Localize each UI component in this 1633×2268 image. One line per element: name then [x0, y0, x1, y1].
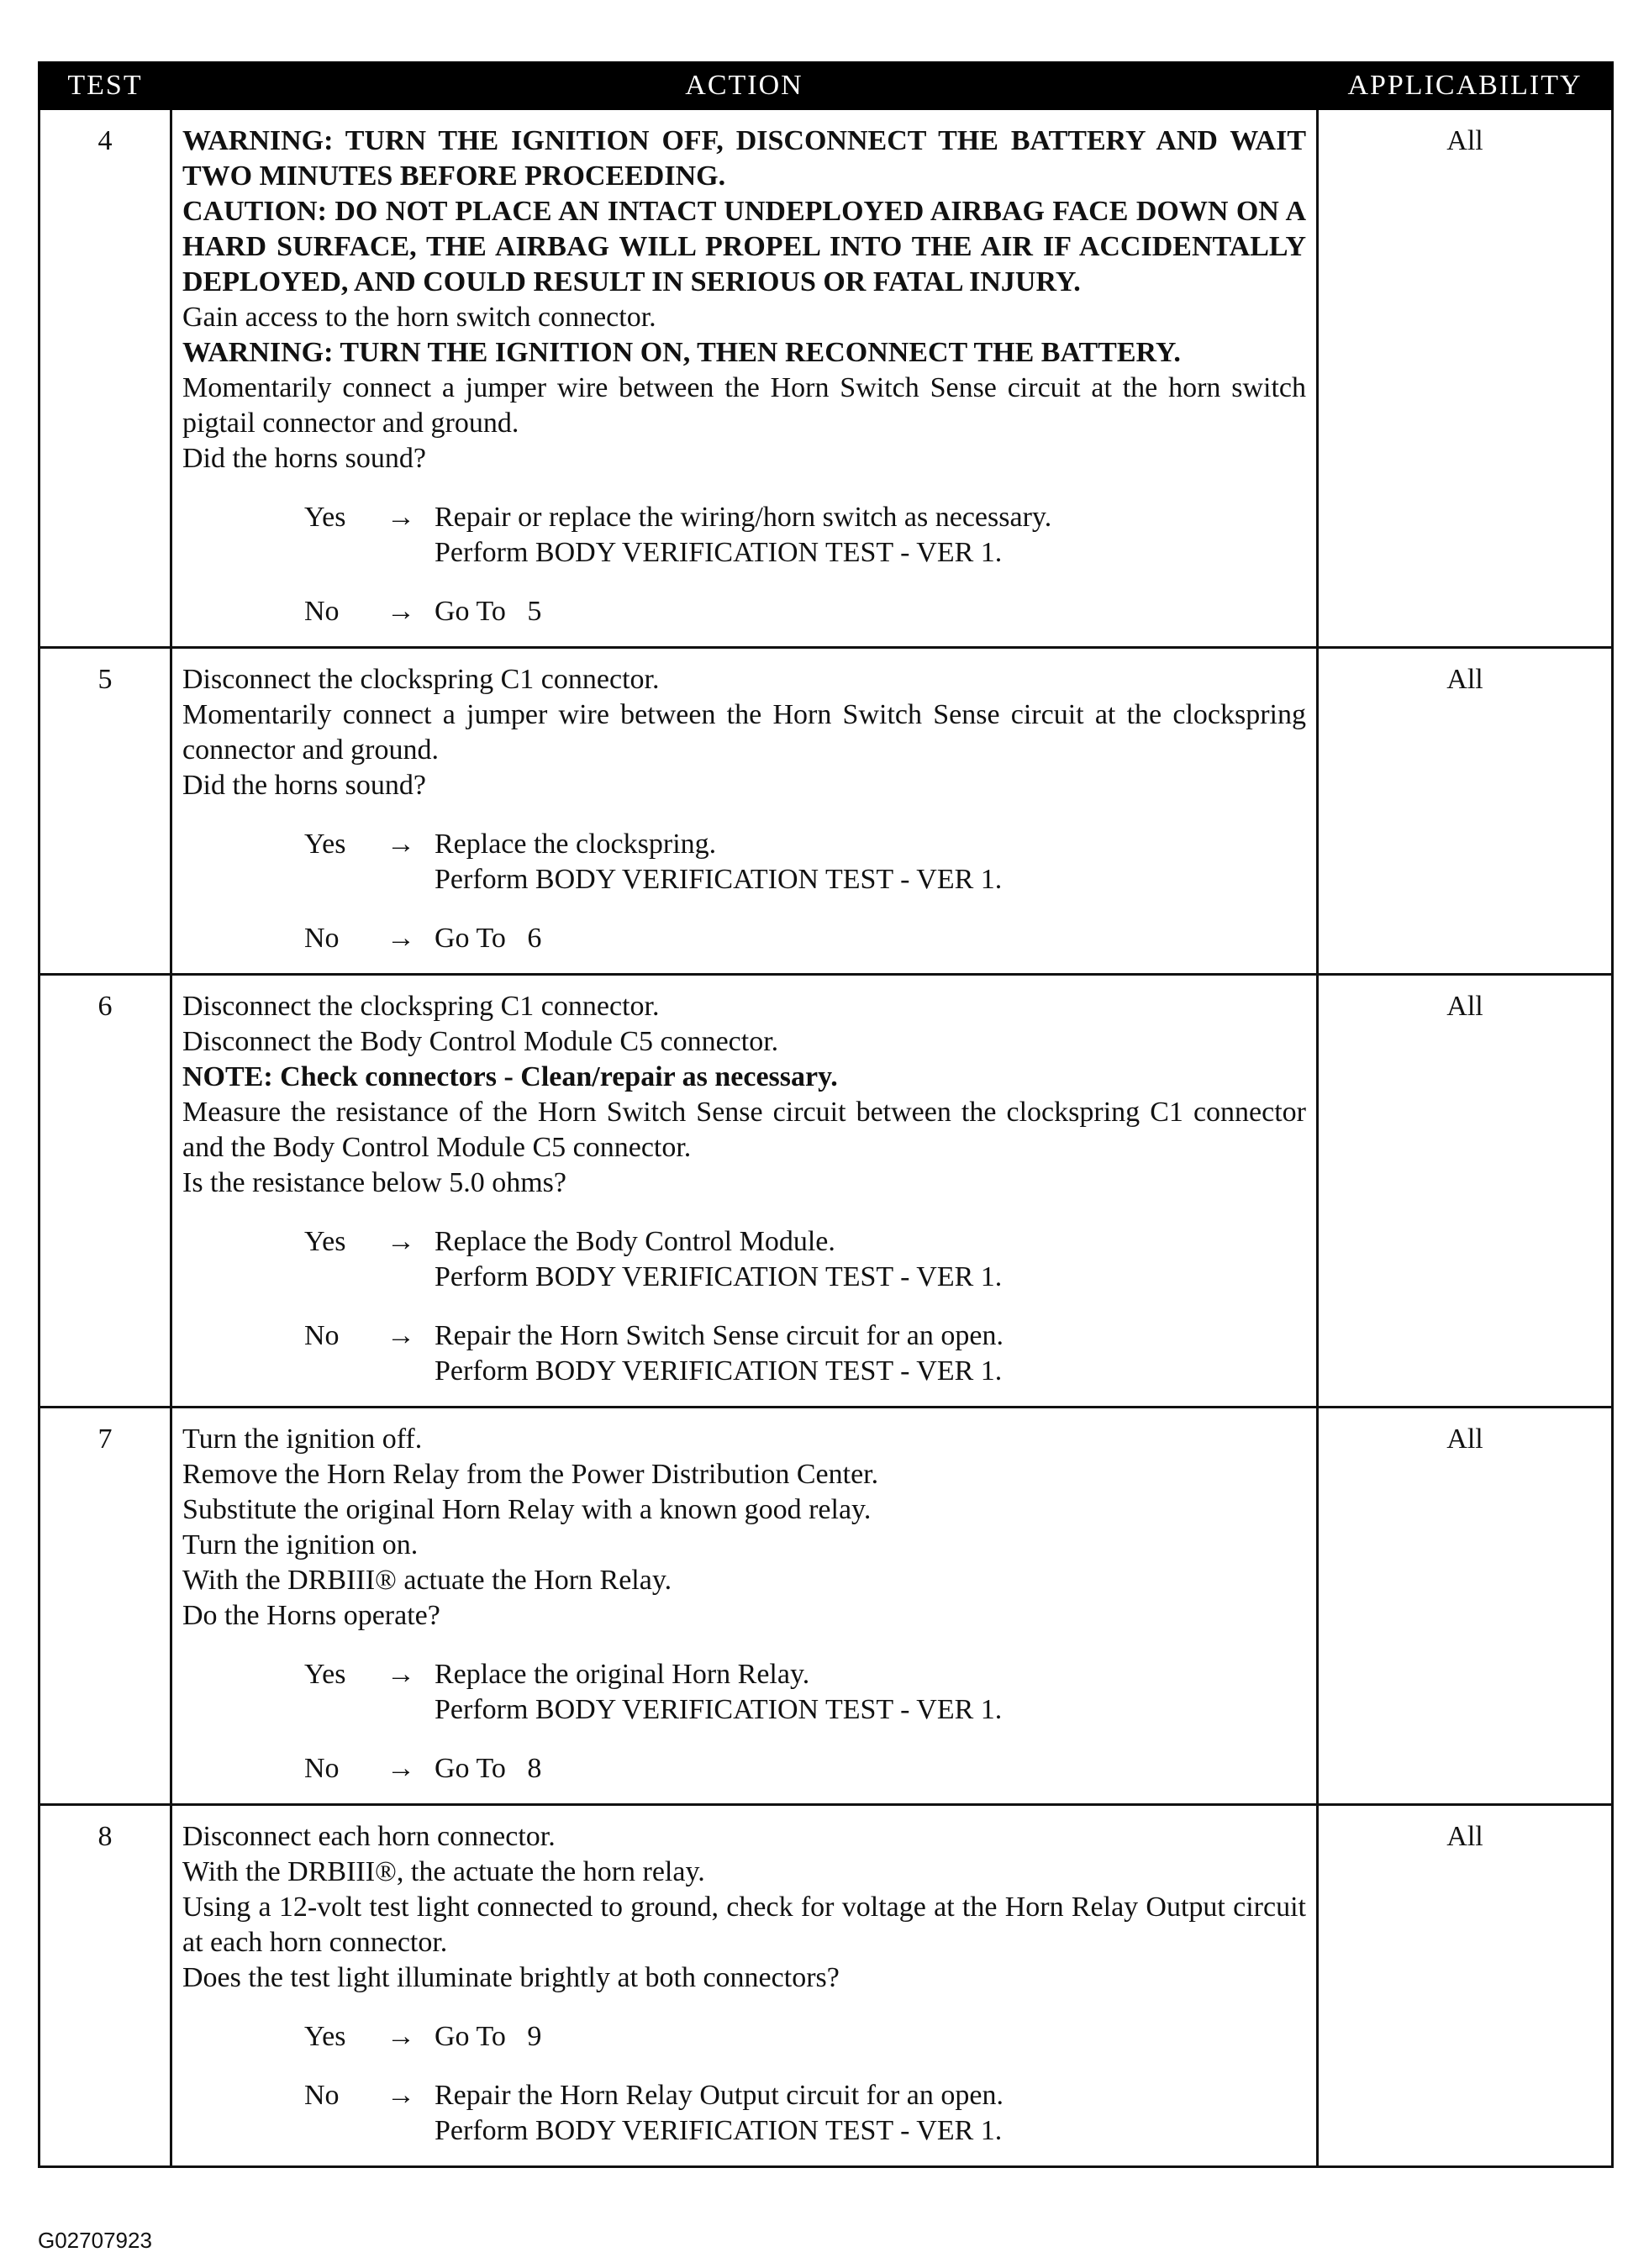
branch-yes [304, 1657, 1306, 1728]
instruction-step: Turn the ignition on. [182, 1529, 419, 1560]
branch-result [435, 921, 1306, 956]
instruction-step: With the DRBIII®, the actuate the horn relay. [182, 1856, 705, 1887]
arrow-icon: → [387, 829, 415, 860]
instruction-step: Momentarily connect a jumper wire between the Horn Switch Sense circuit at the horn switch pigtail connector and ground. [182, 372, 1306, 439]
table-row [40, 648, 1613, 975]
branch-result [435, 2019, 1306, 2055]
instruction-step: Gain access to the horn switch connector. [182, 302, 656, 333]
result-line: Go To 5 [435, 596, 542, 627]
table-row [40, 1805, 1613, 2167]
test-number: 5 [40, 648, 171, 975]
test-number: 6 [40, 975, 171, 1408]
result-line: Perform BODY VERIFICATION TEST - VER 1. [435, 1694, 1003, 1725]
arrow-icon: → [387, 1753, 415, 1784]
arrow-icon: → [387, 1659, 415, 1690]
instruction-step: Did the horns sound? [182, 443, 426, 474]
action-cell [171, 648, 1318, 975]
branch-no [304, 594, 1306, 629]
warning-step: WARNING: TURN THE IGNITION ON, THEN RECONNECT THE BATTERY. [182, 337, 1181, 368]
applicability-cell: All [1318, 648, 1613, 975]
arrow-icon: → [387, 1320, 415, 1351]
header-applicability: APPLICABILITY [1318, 63, 1613, 109]
branch-yes [304, 1224, 1306, 1295]
branch-no [304, 1751, 1306, 1787]
branch-label: No [304, 923, 340, 954]
branch-result [435, 594, 1306, 629]
result-line: Go To 6 [435, 923, 542, 954]
branch-yes [304, 827, 1306, 897]
instruction-step: Remove the Horn Relay from the Power Distribution Center. [182, 1459, 879, 1490]
arrow-icon: → [387, 502, 415, 533]
table-header-row [40, 63, 1613, 109]
result-line: Perform BODY VERIFICATION TEST - VER 1. [435, 2115, 1003, 2146]
instruction-step: Using a 12-volt test light connected to ground, check for voltage at the Horn Relay Output circuit at each horn connector. [182, 1892, 1306, 1958]
instruction-step: Disconnect the clockspring C1 connector. [182, 991, 660, 1022]
branch-label: Yes [304, 1659, 346, 1690]
branch-yes [304, 2019, 1306, 2055]
branch-result [435, 1751, 1306, 1787]
branch-result [435, 2078, 1306, 2149]
action-cell [171, 1805, 1318, 2167]
diagnostic-procedure-table [38, 61, 1614, 2168]
branch-no [304, 1318, 1306, 1389]
result-line: Repair the Horn Relay Output circuit for an open. [435, 2080, 1004, 2111]
warning-step: CAUTION: DO NOT PLACE AN INTACT UNDEPLOYED AIRBAG FACE DOWN ON A HARD SURFACE, THE AIRBAG WILL PROPEL INTO THE AIR IF ACCIDENTALLY DEPLOYED, AND COULD RESULT IN SERIOUS OR FATAL INJURY. [182, 196, 1306, 297]
branch-result [435, 1318, 1306, 1389]
branch-label: Yes [304, 1226, 346, 1257]
action-cell [171, 975, 1318, 1408]
instruction-step: Substitute the original Horn Relay with a known good relay. [182, 1494, 872, 1525]
instruction-step: Did the horns sound? [182, 770, 426, 801]
table-row [40, 109, 1613, 648]
branch-label: No [304, 596, 340, 627]
instruction-step: Measure the resistance of the Horn Switch Sense circuit between the clockspring C1 connector and the Body Control Module C5 connector. [182, 1097, 1306, 1163]
branch-label: No [304, 1753, 340, 1784]
branch-label: Yes [304, 2021, 346, 2052]
result-line: Go To 9 [435, 2021, 542, 2052]
result-line: Go To 8 [435, 1753, 542, 1784]
figure-id: G02707923 [38, 2228, 152, 2253]
result-line: Replace the clockspring. [435, 829, 717, 860]
instruction-step: Disconnect each horn connector. [182, 1821, 556, 1852]
instruction-step: Turn the ignition off. [182, 1423, 423, 1455]
arrow-icon: → [387, 2021, 415, 2052]
test-number: 7 [40, 1408, 171, 1805]
branch-label: Yes [304, 829, 346, 860]
result-line: Perform BODY VERIFICATION TEST - VER 1. [435, 1261, 1003, 1292]
result-line: Replace the original Horn Relay. [435, 1659, 810, 1690]
applicability-cell: All [1318, 975, 1613, 1408]
arrow-icon: → [387, 2080, 415, 2111]
instruction-step: With the DRBIII® actuate the Horn Relay. [182, 1565, 672, 1596]
branch-no [304, 2078, 1306, 2149]
instruction-step: Momentarily connect a jumper wire between the Horn Switch Sense circuit at the clockspring connector and ground. [182, 699, 1306, 766]
result-line: Perform BODY VERIFICATION TEST - VER 1. [435, 1355, 1003, 1387]
header-action: ACTION [171, 63, 1318, 109]
test-number: 8 [40, 1805, 171, 2167]
result-line: Replace the Body Control Module. [435, 1226, 835, 1257]
table-row [40, 1408, 1613, 1805]
procedure-sheet [38, 61, 1611, 2168]
result-line: Repair the Horn Switch Sense circuit for an open. [435, 1320, 1004, 1351]
instruction-step: Is the resistance below 5.0 ohms? [182, 1167, 566, 1198]
branch-result [435, 1657, 1306, 1728]
header-test: TEST [40, 63, 171, 109]
applicability-cell: All [1318, 109, 1613, 648]
branch-yes [304, 500, 1306, 571]
instruction-step: Disconnect the clockspring C1 connector. [182, 664, 660, 695]
action-cell [171, 109, 1318, 648]
branch-no [304, 921, 1306, 956]
table-row [40, 975, 1613, 1408]
branch-result [435, 827, 1306, 897]
table-body [40, 109, 1613, 2167]
arrow-icon: → [387, 1226, 415, 1257]
warning-step: WARNING: TURN THE IGNITION OFF, DISCONNECT THE BATTERY AND WAIT TWO MINUTES BEFORE PROCEEDING. [182, 125, 1306, 192]
branch-result [435, 500, 1306, 571]
warning-step: NOTE: Check connectors - Clean/repair as necessary. [182, 1061, 838, 1092]
instruction-step: Do the Horns operate? [182, 1600, 440, 1631]
instruction-step: Does the test light illuminate brightly at both connectors? [182, 1962, 840, 1993]
branch-label: No [304, 2080, 340, 2111]
result-line: Perform BODY VERIFICATION TEST - VER 1. [435, 537, 1003, 568]
applicability-cell: All [1318, 1408, 1613, 1805]
arrow-icon: → [387, 596, 415, 627]
test-number: 4 [40, 109, 171, 648]
branch-label: Yes [304, 502, 346, 533]
action-cell [171, 1408, 1318, 1805]
instruction-step: Disconnect the Body Control Module C5 connector. [182, 1026, 779, 1057]
branch-label: No [304, 1320, 340, 1351]
branch-result [435, 1224, 1306, 1295]
applicability-cell: All [1318, 1805, 1613, 2167]
result-line: Perform BODY VERIFICATION TEST - VER 1. [435, 864, 1003, 895]
arrow-icon: → [387, 923, 415, 954]
result-line: Repair or replace the wiring/horn switch as necessary. [435, 502, 1052, 533]
